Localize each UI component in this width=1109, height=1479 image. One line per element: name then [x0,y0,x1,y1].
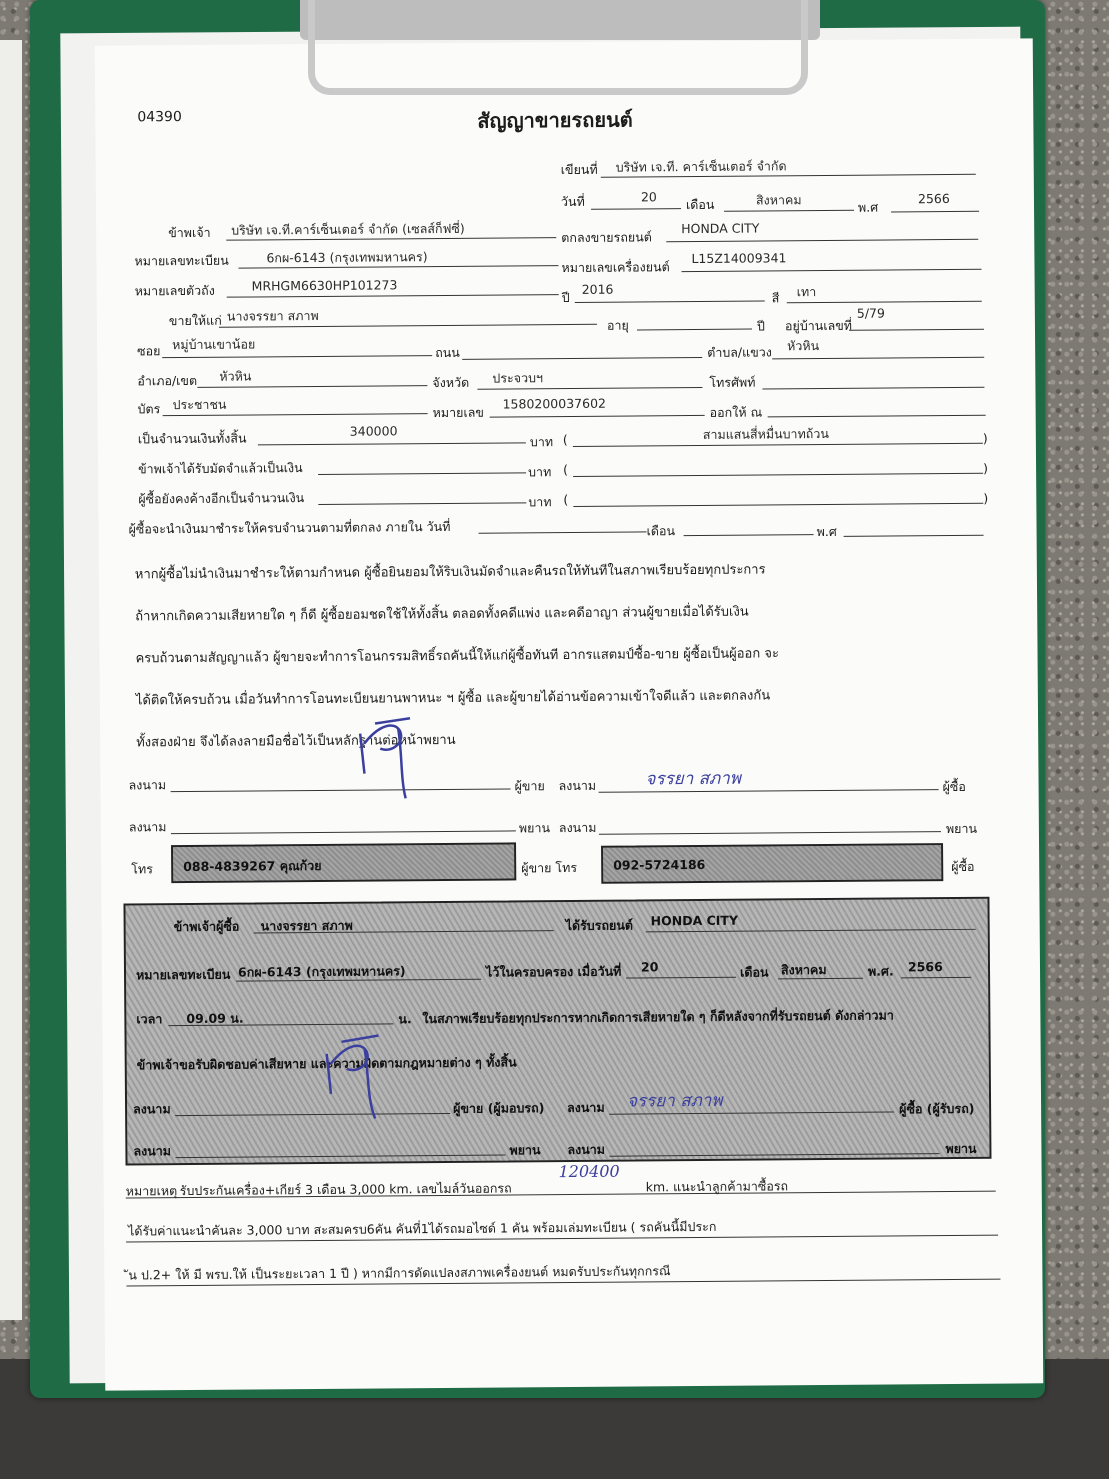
color-value: เทา [796,284,817,300]
seller-sign-label: ลงนาม [128,777,167,793]
receipt-time-value: 09.09 น. [186,1010,244,1027]
receipt-box [123,897,991,1166]
road-line [462,357,702,360]
receipt-day-value: 20 [640,959,659,975]
province-value: ประจวบฯ [492,370,544,386]
receipt-time-label: เวลา [136,1011,163,1027]
age-label: อายุ [606,317,629,333]
pay-by-year-line [844,535,984,537]
paragraph-line-1: หากผู้ซื้อไม่นำเงินมาชำระให้ตามกำหนด ผู้ซื้อยินยอมให้ริบเงินมัดจำและคืนรถให้ทันทีในสภาพเรียบร้อยทุกประการ [134,562,766,583]
buyer-value: นางจรรยา สภาพ [226,307,319,324]
pay-by-month-line [684,534,814,536]
day-label: วันที่ [560,193,585,210]
pay-by-day-line [479,531,647,533]
receipt-possession-label: ไว้ในครอบครอง เมื่อวันที่ [485,963,622,980]
id-card-value: ประชาชน [172,396,227,413]
receipt-received-label: ได้รับรถยนต์ [565,917,634,934]
receipt-car-line [646,929,976,933]
receipt-seller-sign-label: ลงนาม [133,1101,171,1117]
witness2-sign-line [599,831,941,835]
buyer-signature: จรรยา สภาพ [645,768,742,790]
chassis-value: MRHGM6630HP101273 [251,277,398,294]
remaining-paren-close: ) [983,490,989,506]
soi-line [162,355,432,358]
phone-line [762,387,984,390]
buyer-tel-label: ผู้ขาย โทร [521,859,578,876]
buyer-phone-box [601,843,943,884]
contract-sheet [95,38,1044,1390]
receipt-month-value: สิงหาคม [780,961,827,978]
witness1-sign-line [171,830,516,834]
remaining-words-line [573,503,983,507]
receipt-day-line [626,977,736,979]
receipt-condition-text: ในสภาพเรียบร้อยทุกประการหากเกิดการเสียหายใด ๆ ก็ดีหลังจากที่รับรถยนต์ ดังกล่าวมา [422,1007,894,1027]
chassis-line [227,294,559,298]
seller-phone-box [171,842,516,883]
month-value: สิงหาคม [755,192,802,208]
receipt-year-label: พ.ศ. [867,963,894,979]
engine-label: หมายเลขเครื่องยนต์ [561,259,670,276]
witness2-role: พยาน [945,820,978,837]
paragraph-line-4: ได้ติดให้ครบถ้วน เมื่อวันทำการโอนทะเบียนยานพาหนะ ฯ ผู้ซื้อ และผู้ขายได้อ่านข้อความเข้าใจดีแล้ว และตกลงกัน [135,688,771,709]
receipt-witness2-line [609,1153,939,1157]
receipt-year-line [901,977,971,979]
receipt-witness1-sign-label: ลงนาม [133,1143,172,1159]
car-model-line [666,239,978,242]
deposit-baht: บาท [528,464,552,480]
seller-signature-scribble [350,703,421,804]
receipt-witness1-line [175,1155,505,1159]
document-number: 04390 [137,109,182,126]
province-label: จังหวัด [432,374,470,391]
road-label: ถนน [435,344,460,361]
receipt-month-label: เดือน [739,964,769,980]
seller-label: ข้าพเจ้า [168,224,211,241]
witness2-sign-label: ลงนาม [558,819,597,836]
seller-phone-value: 088-4839267 คุณก้วย [183,857,322,875]
receipt-plate-label: หมายเลขทะเบียน [135,966,231,983]
receipt-buyer-signature: จรรยา สภาพ [626,1090,723,1112]
year-label: พ.ศ [857,199,879,215]
engine-value: L15Z14009341 [691,250,787,267]
receipt-seller-signature-scribble [316,1023,392,1124]
model-year-label: ปี [561,289,570,306]
receipt-seller-sign-line [175,1113,450,1116]
soi-label: ซอย [137,343,161,359]
note-line3: ัน ป.2+ ให้ มี พรบ.ให้ เป็นระยะเวลา 1 ปี ) หากมีการดัดแปลงสภาพเครื่องยนต์ หมดรับประกันทุกกรณี [128,1263,671,1283]
deposit-paren-close: ) [983,460,989,476]
remaining-label: ผู้ซื้อยังคงค้างอีกเป็นจำนวนเงิน [138,490,305,507]
model-year-line [575,300,765,302]
subdistrict-label: ตำบล/แขวง [707,344,772,360]
total-value: 340000 [349,423,398,439]
house-label: อยู่บ้านเลขที่ [784,317,853,334]
remaining-line [318,502,526,505]
paragraph-line-5: ทั้งสองฝ่าย จึงได้ลงลายมือชื่อไว้เป็นหลักฐานต่อหน้าพยาน [136,732,456,751]
note-line2: ได้รับค่าแนะนำคันละ 3,000 บาท สะสมครบ6คัน คันที่1ได้รถมอไซด์ 1 คัน พร้อมเล่มทะเบียน ( รถคันนี้มีประก [127,1218,717,1239]
year-value: 2566 [917,190,950,207]
deposit-label: ข้าพเจ้าได้รับมัดจำแล้วเป็นเงิน [137,460,303,477]
receipt-witness2-role: พยาน [945,1140,977,1157]
buyer-label: ขายให้แก่ [168,312,222,329]
witness1-role: พยาน [518,820,551,836]
remaining-paren-open: ( [563,491,569,508]
plate-label: หมายเลขทะเบียน [134,252,229,269]
month-label: เดือน [685,196,715,213]
issued-at-line [768,415,986,418]
car-model-value: HONDA CITY [681,220,760,237]
day-line [591,208,681,210]
seller-tel-label: โทร [131,861,153,877]
buyer-phone-role: ผู้ซื้อ [951,858,975,875]
seller-sign-role: ผู้ขาย [514,778,545,794]
age-unit: ปี [756,318,765,334]
deposit-words-line [573,473,983,477]
pay-by-year-label: พ.ศ [816,523,837,540]
id-no-value: 1580200037602 [502,395,607,412]
note-line1-a: รับประกันเครื่อง+เกียร์ 3 เดือน 3,000 km. เลขไมล์วันออกรถ [179,1180,512,1199]
receipt-plate-value: 6กผ-6143 (กรุงเทพมหานคร) [237,963,406,980]
age-line [637,329,752,331]
buyer-phone-value: 092-5724186 [613,856,706,873]
written-at-label: เขียนที่ [560,161,598,178]
receipt-responsibility-text: ข้าพเจ้าขอรับผิดชอบค่าเสียหาย และความผิดตามกฎหมายต่าง ๆ ทั้งสิ้น [136,1054,517,1073]
id-no-label: หมายเลข [432,404,484,421]
phone-label: โทรศัพท์ [709,374,756,390]
total-line [258,442,526,445]
model-year-value: 2016 [581,281,614,297]
house-line [849,329,984,331]
id-card-label: บัตร [137,401,161,417]
left-paper-edge [0,40,22,1320]
receipt-buyer-role: ผู้ซื้อ (ผู้รับรถ) [899,1100,975,1117]
metal-clip [308,0,808,95]
buyer-sign-label: ลงนาม [558,777,597,794]
day-value: 20 [640,189,657,205]
total-label: เป็นจำนวนเงินทั้งสิ้น [137,430,247,447]
receipt-car-value: HONDA CITY [650,912,739,929]
total-words-value: สามแสนสี่หมื่นบาทถ้วน [702,425,829,442]
pay-by-month-label: เดือน [646,523,676,539]
witness1-sign-label: ลงนาม [128,819,167,835]
paragraph-line-2: ถ้าหากเกิดความเสียหายใด ๆ ก็ดี ผู้ซื้อยอมชดใช้ให้ทั้งสิ้น ตลอดทั้งคดีแพ่ง และคดีอาญา ส่วนผู้ขายเมื่อได้รับเงิน [135,604,749,625]
written-at-value: บริษัท เจ.ที. คาร์เซ็นเตอร์ จำกัด [615,158,787,175]
engine-line [682,269,982,272]
issued-at-label: ออกให้ ณ [709,404,763,420]
soi-value: หมู่บ้านเขาน้อย [172,336,256,353]
receipt-buyer-sign-label: ลงนาม [567,1099,605,1116]
chassis-label: หมายเลขตัวถัง [134,282,215,299]
receipt-year-value: 2566 [907,959,943,975]
agree-label: ตกลงขายรถยนต์ [561,229,652,246]
district-value: หัวหิน [219,368,252,384]
note-line1-b: km. แนะนำลูกค้ามาซื้อรถ [645,1178,789,1195]
receipt-witness1-role: พยาน [509,1142,541,1158]
receipt-buyer-value: นางจรรยา สภาพ [260,917,353,934]
pay-by-label: ผู้ซื้อจะนำเงินมาชำระให้ครบจำนวนตามที่ตกลง ภายใน วันที่ [128,518,451,537]
year-line [891,211,979,213]
house-value: 5/79 [856,305,885,321]
color-label: สี [771,290,780,306]
subdistrict-value: หัวหิน [787,338,820,354]
id-no-line [490,415,705,418]
remaining-baht: บาท [528,494,552,510]
seller-sign-line [171,788,511,792]
buyer-sign-role: ผู้ซื้อ [942,778,966,795]
receipt-buyer-label: ข้าพเจ้าผู้ซื้อ [173,918,240,935]
subdistrict-line [772,357,984,360]
receipt-seller-role: ผู้ขาย (ผู้มอบรถ) [453,1100,545,1116]
district-label: อำเภอ/เขต [137,372,198,389]
total-baht: บาท [529,434,554,450]
receipt-witness2-sign-label: ลงนาม [567,1141,606,1158]
document-title: สัญญาขายรถยนต์ [477,107,633,133]
note-label: หมายเหตุ [125,1183,178,1199]
paragraph-line-3: ครบถ้วนตามสัญญาแล้ว ผู้ขายจะทำการโอนกรรมสิทธิ์รถคันนี้ให้แก่ผู้ซื้อทันที อากรแสตมป์ซื้อ-ขาย ผู้ซื้อเป็นผู้ออก จะ [135,646,779,667]
total-paren-open: ( [562,432,568,448]
receipt-time-unit: น. [398,1011,412,1027]
plate-value: 6กผ-6143 (กรุงเทพมหานคร) [266,249,428,266]
note-mileage: 120400 [558,1161,620,1182]
total-paren-close: ) [982,430,988,446]
deposit-paren-open: ( [563,462,569,478]
seller-value: บริษัท เจ.ที.คาร์เซ็นเตอร์ จำกัด (เซลส์ก็ฟซี่) [231,220,465,238]
deposit-line [318,472,526,475]
